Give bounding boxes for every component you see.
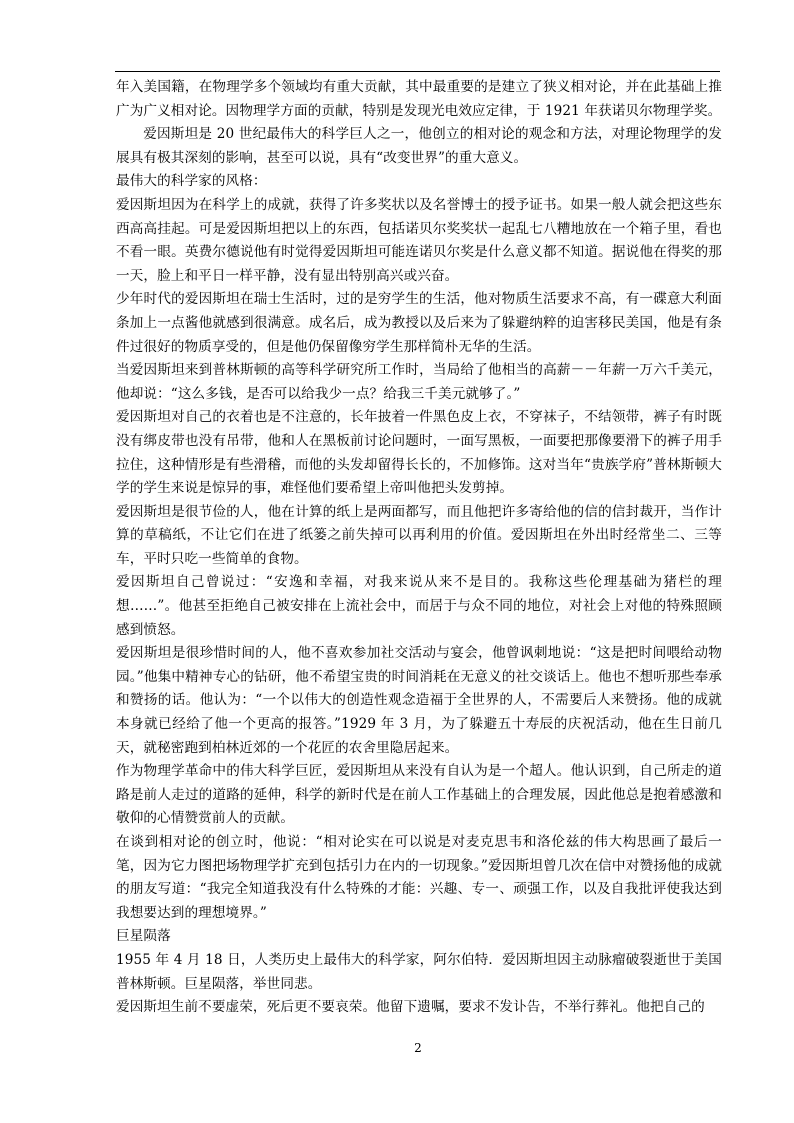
paragraph-ethics: 爱因斯坦自己曾说过：“安逸和幸福，对我来说从来不是目的。我称这些伦理基础为猪栏的理想……”。他甚至拒绝自己被安排在上流社会中，而居于与众不同的地位，对社会上对他的特殊照顾感到愤怒。: [116, 574, 722, 638]
paragraph-will: 爱因斯坦生前不要虚荣，死后更不要哀荣。他留下遗嘱，要求不发讣告，不举行葬礼。他把自己的: [116, 999, 705, 1016]
paragraph-naturalization: 年入美国籍，在物理学多个领域均有重大贡献，其中最重要的是建立了狭义相对论，并在此基础上推广为广义相对论。因物理学方面的贡献，特别是发现光电效应定律，于 1921 年获诺贝尔物理学奖。: [116, 79, 722, 119]
paragraph-significance: 爱因斯坦是 20 世纪最伟大的科学巨人之一，他创立的相对论的观念和方法，对理论物理学的发展具有极其深刻的影响，甚至可以说，具有“改变世界”的重大意义。: [116, 126, 722, 166]
section-heading-passing: 巨星陨落: [116, 928, 171, 945]
paragraph-death: 1955 年 4 月 18 日，人类历史上最伟大的科学家，阿尔伯特．爱因斯坦因主动脉瘤破裂逝世于美国普林斯顿。巨星陨落，举世同悲。: [116, 951, 722, 992]
paragraph-frugality: 爱因斯坦是很节俭的人，他在计算的纸上是两面都写，而且他把许多寄给他的信的信封裁开，当作计算的草稿纸，不让它们在进了纸篓之前失掉可以再利用的价值。爱因斯坦在外出时经常坐二、三等车，平时只吃一些简单的食物。: [116, 503, 722, 567]
paragraph-clothing: 爱因斯坦对自己的衣着也是不注意的，长年披着一件黑色皮上衣，不穿袜子，不结领带，裤子有时既没有绑皮带也没有吊带，他和人在黑板前讨论问题时，一面写黑板，一面要把那像要滑下的裤子用手拉住，这种情形是有些滑稽，而他的头发却留得长长的，不加修饰。这对当年“贵族学府”普林斯顿大学的学生来说是惊异的事，难怪他们要希望上帝叫他把头发剪掉。: [116, 409, 722, 497]
paragraph-youth: 少年时代的爱因斯坦在瑞士生活时，过的是穷学生的生活，他对物质生活要求不高，有一碟意大利面条加上一点酱他就感到很满意。成名后，成为教授以及后来为了躲避纳粹的迫害移民美国，他是有条件过很好的物质享受的，但是他仍保留像穷学生那样简朴无华的生活。: [116, 291, 722, 355]
paragraph-awards: 爱因斯坦因为在科学上的成就，获得了许多奖状以及名誉博士的授予证书。如果一般人就会把这些东西高高挂起。可是爱因斯坦把以上的东西，包括诺贝尔奖奖状一起乱七八糟地放在一个箱子里，看也不看一眼。英费尔德说他有时觉得爱因斯坦可能连诺贝尔奖是什么意义都不知道。据说他在得奖的那一天，脸上和平日一样平静，没有显出特别高兴或兴奋。: [116, 196, 722, 284]
paragraph-salary: 当爱因斯坦来到普林斯顿的高等科学研究所工作时，当局给了他相当的高薪－－年薪一万六千美元，他却说：“这么多钱，是否可以给我少一点？给我三千美元就够了。”: [116, 362, 722, 402]
body-text: [116, 76, 722, 1020]
paragraph-time: 爱因斯坦是很珍惜时间的人，他不喜欢参加社交活动与宴会，他曾讽刺地说：“这是把时间喂给动物园。”他集中精神专心的钻研，他不希望宝贵的时间消耗在无意义的社交谈话上。他也不想听那些奉承和赞扬的话。他认为：“一个以伟大的创造性观念造福于全世界的人，不需要后人来赞扬。他的成就本身就已经给了他一个更高的报答。”1929 年 3 月，为了躲避五十寿辰的庆祝活动，他在生日前几天，就秘密跑到柏林近郊的一个花匠的农舍里隐居起来。: [116, 645, 722, 756]
paragraph-humility: 作为物理学革命中的伟大科学巨匠，爱因斯坦从来没有自认为是一个超人。他认识到，自己所走的道路是前人走过的道路的延伸，科学的新时代是在前人工作基础上的合理发展，因此他总是抱着感激和敬仰的心情赞赏前人的贡献。: [116, 763, 722, 827]
header-rule: [115, 71, 720, 72]
paragraph-relativity: 在谈到相对论的创立时，他说：“相对论实在可以说是对麦克思韦和洛伦兹的伟大构思画了最后一笔，因为它力图把场物理学扩充到包括引力在内的一切现象。”爱因斯坦曾几次在信中对赞扬他的成就的朋友写道：“我完全知道我没有什么特殊的才能：兴趣、专一、顽强工作，以及自我批评使我达到我想要达到的理想境界。”: [116, 834, 722, 921]
section-heading-style: 最伟大的科学家的风格：: [116, 173, 267, 190]
page-number: 2: [414, 1041, 422, 1055]
